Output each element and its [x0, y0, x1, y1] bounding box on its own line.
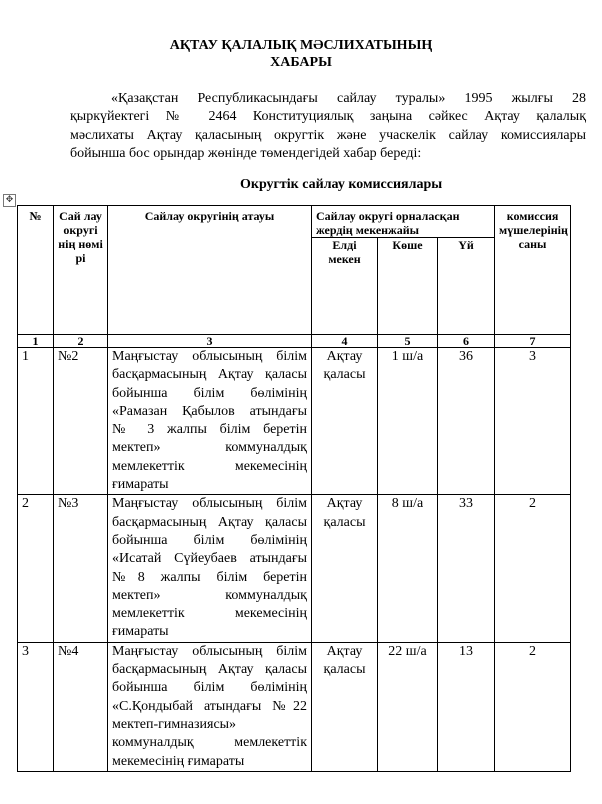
column-number: 1	[18, 335, 54, 348]
column-number: 4	[312, 335, 378, 348]
intro-line: қыркүйектегі № 2464 Конституциялық заңына сәйкес Ақтау қалалық	[70, 109, 586, 125]
header-settlement: Елді мекен	[312, 238, 378, 335]
name-line: коммуналдық мемлекеттік	[112, 735, 307, 751]
name-line: мемлекеттік мекемесінің	[112, 458, 307, 474]
row-district-no: №2	[54, 348, 108, 495]
row-members: 3	[495, 348, 571, 495]
table-row	[18, 495, 571, 642]
name-line: №8 жалпы білім беретін	[112, 569, 307, 585]
column-number: 5	[378, 335, 438, 348]
table-row	[18, 348, 571, 495]
row-house: 33	[438, 495, 495, 642]
header-district-no: Сай лау округі нің нөмі рі	[54, 206, 108, 335]
table-move-handle-icon[interactable]: ✥	[3, 194, 16, 207]
column-number-row	[18, 335, 571, 348]
name-line: № 3 жалпы білім беретін	[112, 422, 307, 438]
settlement-line: қаласы	[323, 662, 366, 678]
row-district-name	[108, 495, 312, 642]
name-line: Маңғыстау облысының білім	[112, 496, 307, 512]
row-street: 1 ш/а	[378, 348, 438, 495]
name-line: басқармасының Ақтау қаласы	[112, 662, 307, 678]
header-district-name: Сайлау округінің атауы	[108, 206, 312, 335]
settlement-line: қаласы	[323, 367, 366, 383]
document-title-line2: ХАБАРЫ	[270, 55, 332, 70]
name-line: мектеп» коммуналдық	[112, 587, 307, 603]
column-number: 7	[495, 335, 571, 348]
name-line: бойынша білім бөлімінің	[112, 680, 307, 696]
row-street: 22 ш/а	[378, 642, 438, 771]
name-line: Маңғыстау облысының білім	[112, 643, 307, 659]
row-district-no: №3	[54, 495, 108, 642]
column-number: 6	[438, 335, 495, 348]
row-district-name	[108, 642, 312, 771]
row-no: 3	[18, 642, 54, 771]
column-number: 2	[54, 335, 108, 348]
row-no: 2	[18, 495, 54, 642]
row-members: 2	[495, 642, 571, 771]
row-house: 13	[438, 642, 495, 771]
settlement-line: Ақтау	[326, 349, 363, 364]
name-line: ғимараты	[112, 624, 169, 640]
row-district-name	[108, 348, 312, 495]
table-row	[18, 642, 571, 771]
name-line: мекемесінің ғимараты	[112, 753, 245, 769]
row-settlement	[312, 642, 378, 771]
name-line: мемлекеттік мекемесінің	[112, 606, 307, 622]
header-location-group: Сайлау округі орналасқан жердің мекенжайы	[312, 206, 495, 238]
header-no: №	[18, 206, 54, 335]
row-street: 8 ш/а	[378, 495, 438, 642]
header-street: Көше	[378, 238, 438, 335]
row-district-no: №4	[54, 642, 108, 771]
header-house: Үй	[438, 238, 495, 335]
section-title: Округтік сайлау комиссиялары	[240, 177, 443, 192]
column-number: 3	[108, 335, 312, 348]
name-line: Маңғыстау облысының білім	[112, 349, 307, 364]
name-line: «Исатай Сүйеубаев атындағы	[112, 551, 307, 567]
table-header-row	[18, 206, 571, 238]
intro-line: бойынша бос орындар жөнінде төмендегідей хабар береді:	[70, 145, 422, 161]
settlement-line: Ақтау	[326, 496, 363, 512]
name-line: ғимараты	[112, 477, 169, 493]
commissions-table	[17, 205, 571, 772]
row-no: 1	[18, 348, 54, 495]
row-settlement	[312, 495, 378, 642]
name-line: бойынша білім бөлімінің	[112, 532, 307, 548]
intro-line: «Қазақстан Республикасындағы сайлау туралы» 1995 жылғы 28	[111, 91, 586, 106]
header-members: комиссия мүшелерінің саны	[495, 206, 571, 335]
row-members: 2	[495, 495, 571, 642]
name-line: «Рамазан Қабылов атындағы	[112, 403, 307, 419]
name-line: бойынша білім бөлімінің	[112, 385, 307, 401]
settlement-line: қаласы	[323, 514, 366, 530]
name-line: басқармасының Ақтау қаласы	[112, 367, 307, 383]
name-line: мектеп-гимназиясы»	[112, 716, 237, 732]
row-settlement	[312, 348, 378, 495]
name-line: мектеп» коммуналдық	[112, 440, 307, 456]
intro-paragraph	[70, 90, 586, 163]
settlement-line: Ақтау	[326, 643, 363, 659]
name-line: басқармасының Ақтау қаласы	[112, 514, 307, 530]
document-title-line1: АҚТАУ ҚАЛАЛЫҚ МӘСЛИХАТЫНЫҢ	[169, 38, 433, 53]
row-house: 36	[438, 348, 495, 495]
name-line: «С.Қондыбай атындағы №22	[112, 698, 307, 714]
intro-line: мәслихаты Ақтау қаласының округтік және учаскелік сайлау комиссиялары	[70, 127, 586, 143]
